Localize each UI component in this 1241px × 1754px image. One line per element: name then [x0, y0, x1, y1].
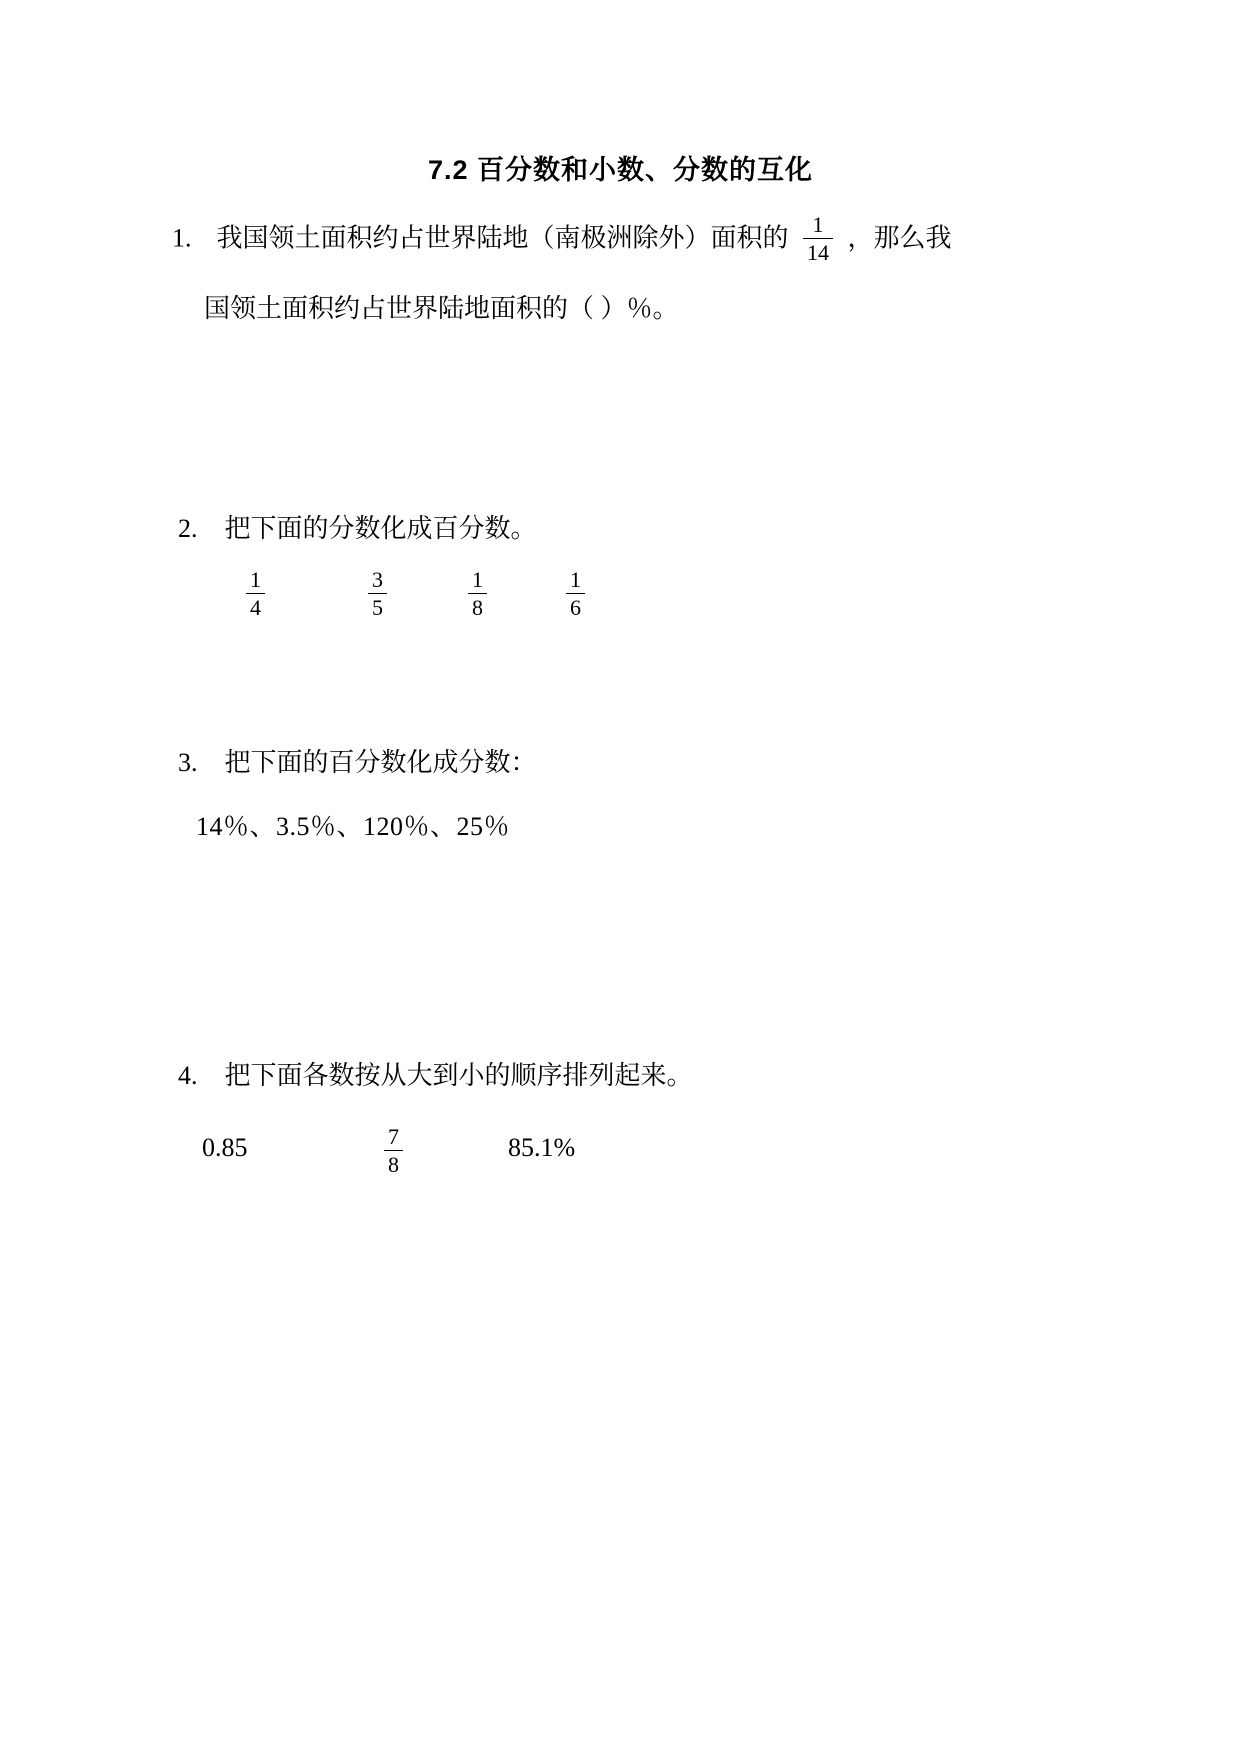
fraction-bar	[384, 1150, 403, 1151]
question-4-text: 把下面各数按从大到小的顺序排列起来。	[224, 1061, 693, 1090]
question-4-line	[178, 1055, 1078, 1097]
fraction-bar	[803, 238, 833, 239]
question-3-text: 把下面的百分数化成分数：	[224, 748, 537, 777]
fraction-one-sixth	[566, 568, 585, 619]
question-4-values-row	[178, 1119, 1078, 1179]
question-2-line	[178, 508, 1078, 550]
fraction-denominator: 6	[570, 595, 581, 621]
question-1-line-2: 国领土面积约占世界陆地面积的（ ）％。	[204, 294, 679, 324]
question-1-text-post: ，那么我	[847, 223, 952, 253]
fraction-numerator: 1	[250, 567, 261, 592]
question-1	[172, 212, 1072, 330]
question-2-text: 把下面的分数化成百分数。	[224, 514, 537, 543]
question-4	[178, 1055, 1078, 1179]
fraction-seven-eighths	[384, 1125, 403, 1176]
question-1-text: 我国领土面积约占世界陆地（南极洲除外）面积的	[216, 223, 789, 253]
question-3-line	[178, 742, 1078, 784]
fraction-numerator: 1	[570, 567, 581, 592]
question-2	[178, 508, 1078, 638]
question-3-number: 3.	[178, 748, 198, 777]
fraction-one-eighth	[468, 568, 487, 619]
fraction-numerator: 1	[472, 567, 483, 592]
question-1-line-1	[172, 212, 1072, 266]
question-4-number: 4.	[178, 1061, 198, 1090]
fraction-bar	[368, 593, 387, 594]
fraction-numerator: 7	[388, 1124, 399, 1149]
fraction-three-fifths	[368, 568, 387, 619]
fraction-denominator: 8	[388, 1152, 399, 1178]
fraction-bar	[468, 593, 487, 594]
question-2-number: 2.	[178, 514, 198, 543]
fraction-numerator: 1	[812, 212, 824, 237]
fraction-one-fourteenth	[803, 213, 833, 264]
question-2-fraction-row	[178, 568, 1078, 638]
fraction-numerator: 3	[372, 567, 383, 592]
value-decimal: 0.85	[202, 1133, 248, 1162]
fraction-denominator: 5	[372, 595, 383, 621]
fraction-bar	[566, 593, 585, 594]
fraction-bar	[246, 593, 265, 594]
fraction-one-fourth	[246, 568, 265, 619]
question-3	[178, 742, 1078, 848]
fraction-denominator: 8	[472, 595, 483, 621]
fraction-denominator: 14	[807, 240, 830, 266]
page-title: 7.2 百分数和小数、分数的互化	[427, 155, 814, 185]
fraction-denominator: 4	[250, 595, 261, 621]
value-percent: 85.1%	[508, 1133, 576, 1162]
question-1-number: 1.	[172, 223, 192, 253]
question-3-values: 14％、3.5％、120％、25％	[196, 812, 511, 841]
